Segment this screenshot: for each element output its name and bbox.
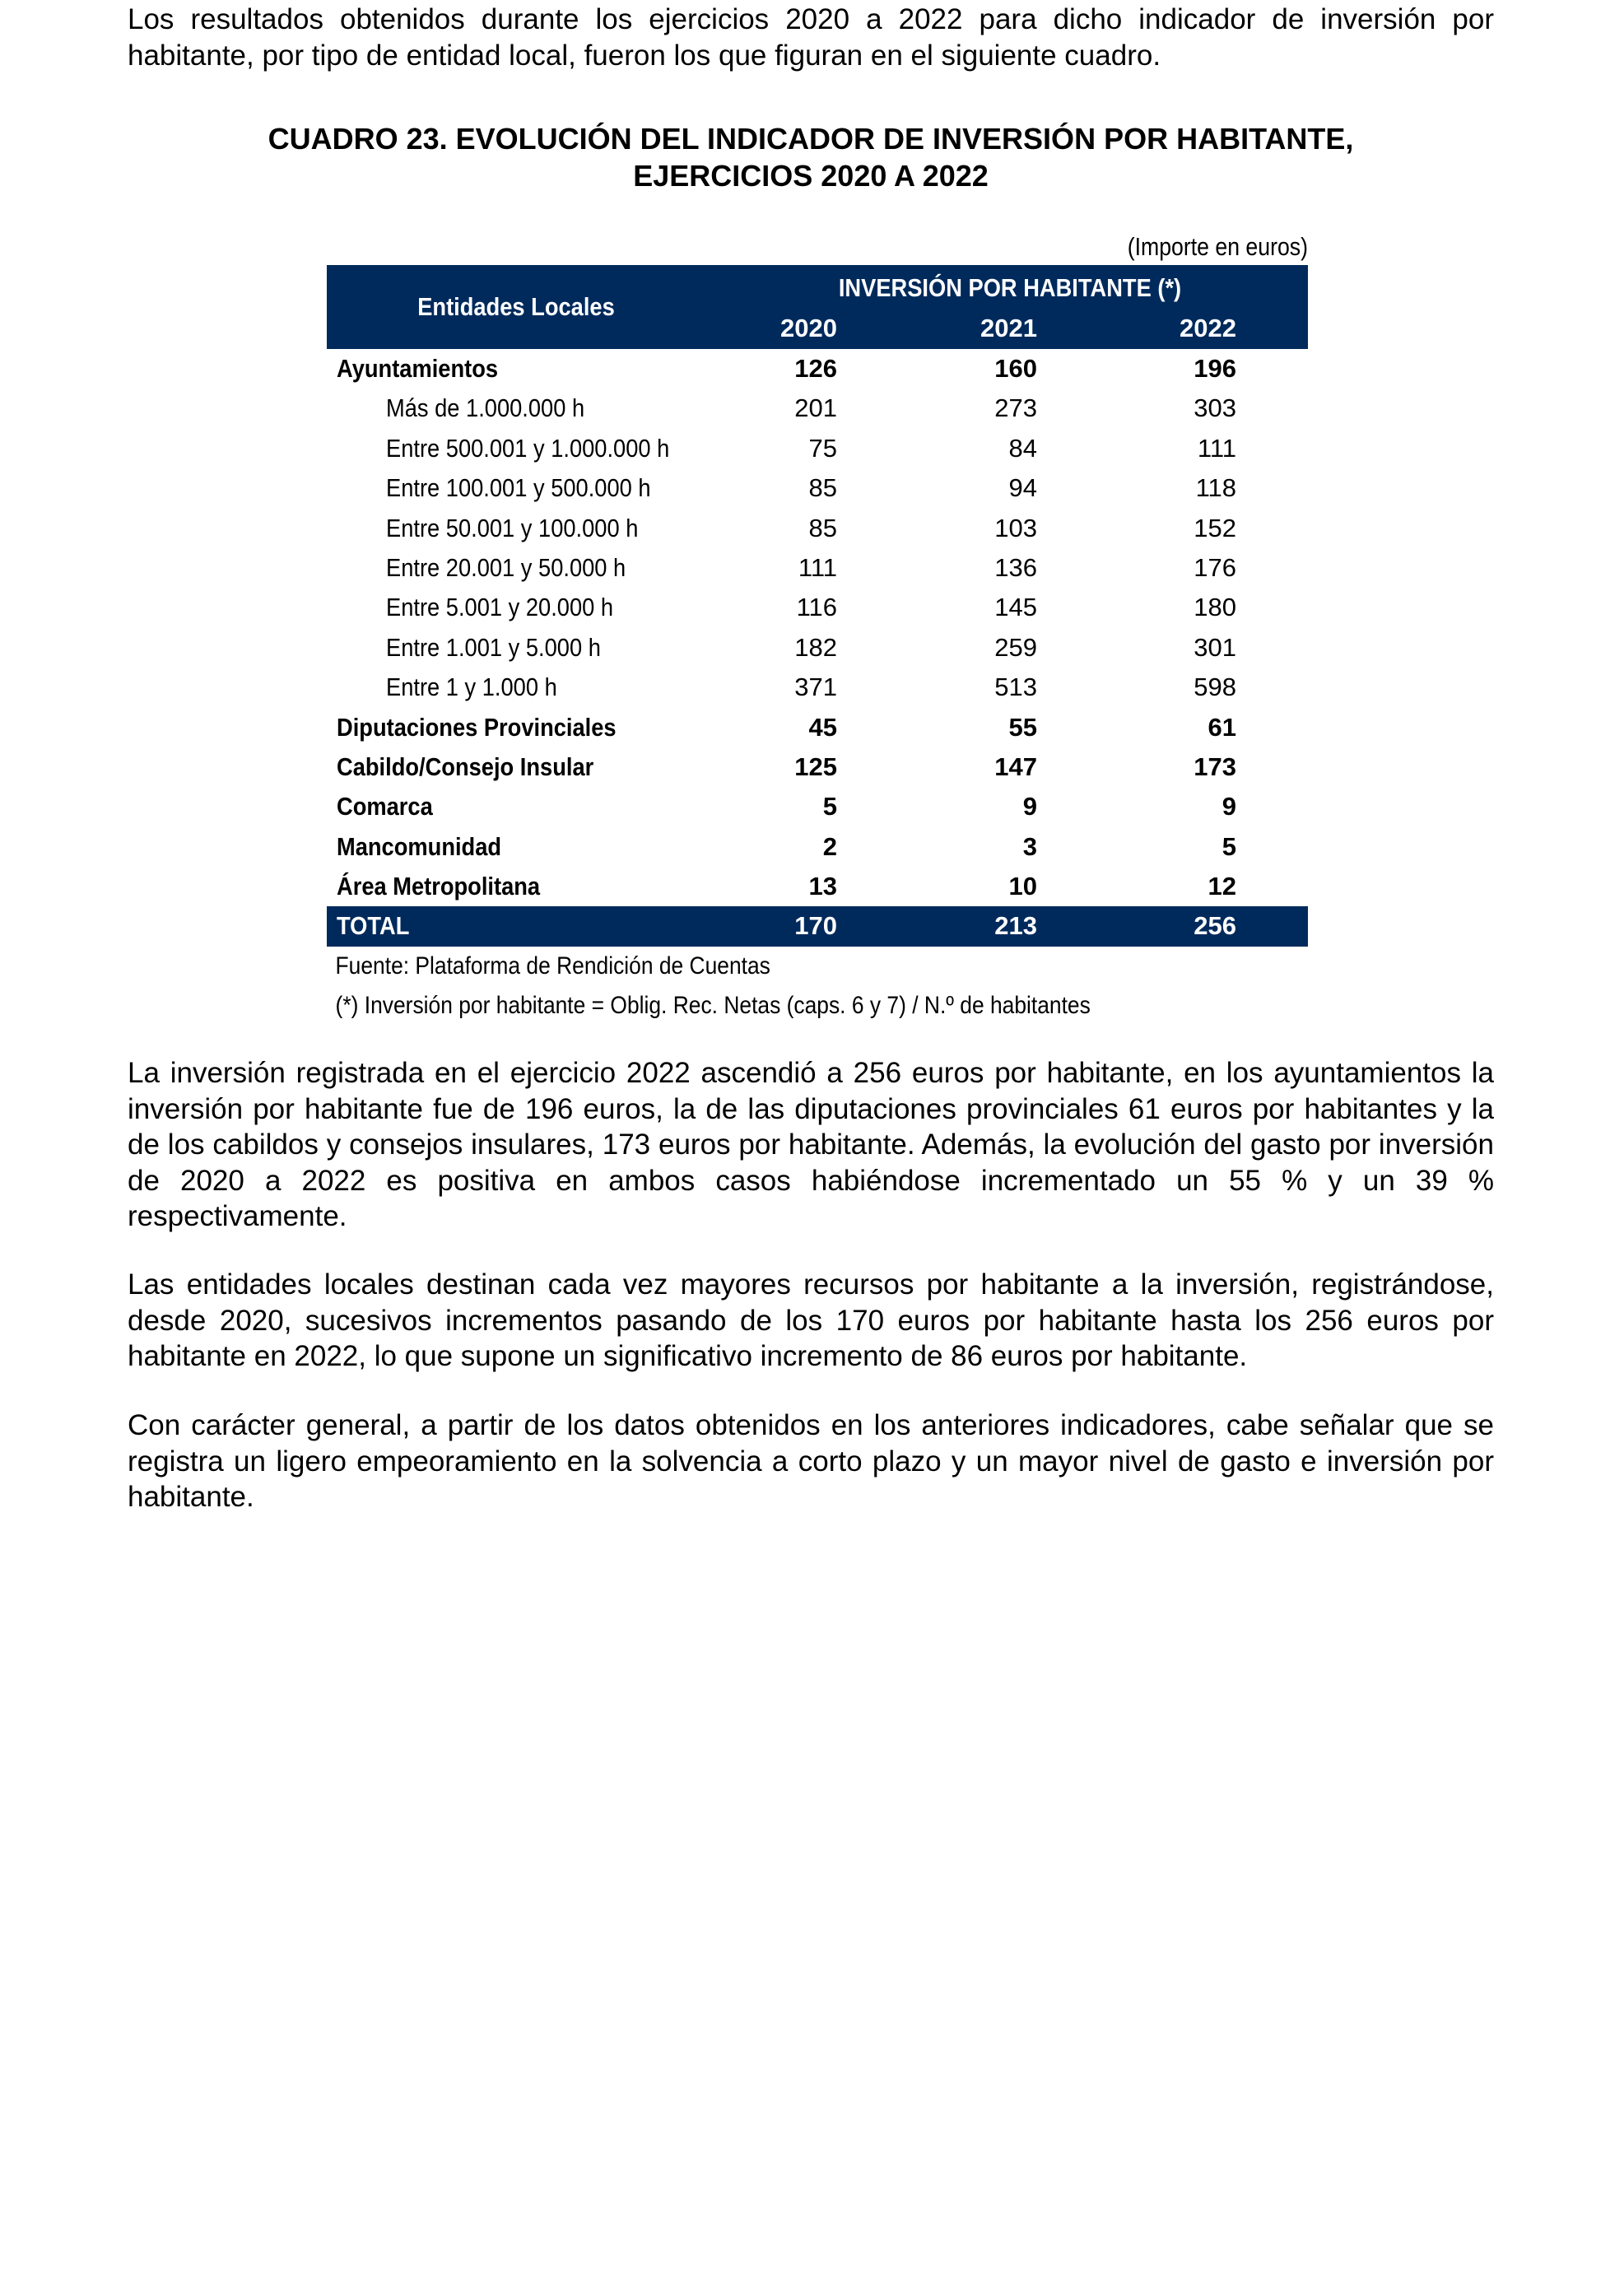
row-label: Entre 1 y 1.000 h bbox=[386, 672, 557, 702]
table-row-cabildo bbox=[327, 747, 1308, 787]
value-2022: 12 bbox=[1208, 872, 1236, 901]
value-2021: 136 bbox=[994, 552, 1037, 582]
row-label: Área Metropolitana bbox=[337, 872, 541, 901]
value-2021: 9 bbox=[1022, 792, 1037, 821]
row-label: Entre 1.001 y 5.000 h bbox=[386, 632, 601, 662]
value-2022: 111 bbox=[1197, 433, 1236, 463]
value-2021: 273 bbox=[994, 393, 1037, 423]
row-label: Mancomunidad bbox=[337, 831, 502, 861]
investment-table bbox=[327, 229, 1308, 1026]
value-2021: 213 bbox=[994, 911, 1037, 941]
value-2020: 170 bbox=[794, 911, 837, 941]
value-2021: 84 bbox=[1008, 433, 1037, 463]
table-header bbox=[327, 265, 1308, 349]
value-2020: 85 bbox=[808, 473, 837, 503]
value-2022: 152 bbox=[1194, 513, 1236, 542]
row-label: Entre 5.001 y 20.000 h bbox=[386, 593, 614, 622]
table-row-comarca bbox=[327, 787, 1308, 826]
value-2021: 147 bbox=[994, 752, 1037, 781]
value-2021: 55 bbox=[1008, 712, 1037, 742]
value-2020: 125 bbox=[794, 752, 837, 781]
header-year-2022: 2022 bbox=[1180, 314, 1236, 342]
table-row-diputaciones bbox=[327, 708, 1308, 747]
table-footnote: (*) Inversión por habitante = Oblig. Rec. Netas (caps. 6 y 7) / N.º de habitantes bbox=[335, 991, 1091, 1019]
row-label: Entre 100.001 y 500.000 h bbox=[386, 473, 651, 503]
table-title-line-1: CUADRO 23. EVOLUCIÓN DEL INDICADOR DE INVERSIÓN POR HABITANTE, bbox=[268, 122, 1354, 156]
value-2020: 371 bbox=[794, 672, 837, 702]
paragraph-evolution: Las entidades locales destinan cada vez mayores recursos por habitante a la inversión, registrándose, desde 2020, sucesivos incrementos pasando de los 170 euros por habitante hasta los 256 euros por habitante en 2022, lo que supone un significativo incremento de 86 euros por habitante. bbox=[128, 1268, 1494, 1372]
row-label: TOTAL bbox=[337, 911, 410, 941]
header-year-2021: 2021 bbox=[980, 314, 1037, 342]
value-2022: 176 bbox=[1194, 552, 1236, 582]
value-2022: 5 bbox=[1221, 831, 1236, 861]
value-2022: 173 bbox=[1194, 752, 1236, 781]
value-2020: 45 bbox=[808, 712, 837, 742]
value-2021: 145 bbox=[994, 593, 1037, 622]
table-row bbox=[327, 429, 1308, 468]
value-2022: 301 bbox=[1194, 632, 1236, 662]
value-2021: 94 bbox=[1008, 473, 1037, 503]
value-2020: 126 bbox=[794, 354, 837, 383]
value-2021: 103 bbox=[994, 513, 1037, 542]
header-investment-per-capita: INVERSIÓN POR HABITANTE (*) bbox=[838, 273, 1182, 302]
row-label: Cabildo/Consejo Insular bbox=[337, 752, 594, 781]
value-2022: 118 bbox=[1195, 473, 1236, 503]
table-row bbox=[327, 468, 1308, 508]
paragraph-investment-2022: La inversión registrada en el ejercicio 2022 ascendió a 256 euros por habitante, en los ayuntamientos la inversión por habitante fue de 196 euros, la de las diputaciones provinciales 61 euros por habitantes y la de los cabildos y consejos insulares, 173 euros por habitante. Además, la evolución del gasto por inversión de 2020 a 2022 es positiva en ambos casos habiéndose incrementado un 55 % y un 39 % respectivamente. bbox=[128, 1057, 1494, 1232]
value-2020: 201 bbox=[794, 393, 837, 423]
value-2022: 598 bbox=[1194, 672, 1236, 702]
row-label: Más de 1.000.000 h bbox=[386, 393, 585, 423]
table-row bbox=[327, 389, 1308, 428]
row-label: Entre 50.001 y 100.000 h bbox=[386, 513, 639, 542]
value-2020: 13 bbox=[808, 872, 837, 901]
value-2022: 303 bbox=[1194, 393, 1236, 423]
value-2020: 182 bbox=[794, 632, 837, 662]
value-2020: 111 bbox=[798, 552, 837, 582]
table-row-mancomunidad bbox=[327, 827, 1308, 867]
table-row bbox=[327, 509, 1308, 548]
header-year-2020: 2020 bbox=[780, 314, 837, 342]
value-2020: 2 bbox=[822, 831, 837, 861]
value-2021: 513 bbox=[994, 672, 1037, 702]
value-2021: 259 bbox=[994, 632, 1037, 662]
value-2020: 5 bbox=[822, 792, 837, 821]
value-2021: 160 bbox=[994, 354, 1037, 383]
row-label: Comarca bbox=[337, 792, 433, 821]
value-2022: 61 bbox=[1208, 712, 1236, 742]
value-2022: 9 bbox=[1221, 792, 1236, 821]
value-2022: 180 bbox=[1194, 593, 1236, 622]
table-units-note: (Importe en euros) bbox=[1127, 232, 1308, 261]
row-label: Entre 20.001 y 50.000 h bbox=[386, 552, 626, 582]
value-2020: 116 bbox=[796, 593, 837, 622]
value-2022: 256 bbox=[1194, 911, 1236, 941]
row-label: Ayuntamientos bbox=[337, 354, 499, 383]
table-row bbox=[327, 668, 1308, 707]
table-row-ayuntamientos bbox=[327, 349, 1308, 389]
value-2022: 196 bbox=[1194, 354, 1236, 383]
paragraph-conclusion: Con carácter general, a partir de los datos obtenidos en los anteriores indicadores, cabe señalar que se registra un ligero empeoramiento en la solvencia a corto plazo y un mayor nivel de gasto e inversión por habitante. bbox=[128, 1409, 1494, 1513]
table-row-total bbox=[327, 906, 1308, 946]
intro-paragraph: Los resultados obtenidos durante los ejercicios 2020 a 2022 para dicho indicador de inversión por habitante, por tipo de entidad local, fueron los que figuran en el siguiente cuadro. bbox=[128, 3, 1494, 72]
table-row bbox=[327, 588, 1308, 627]
table-row-area-metropolitana bbox=[327, 867, 1308, 906]
table-title bbox=[128, 120, 1494, 194]
table-title-line-2: EJERCICIOS 2020 A 2022 bbox=[633, 159, 989, 193]
table-row bbox=[327, 548, 1308, 588]
value-2021: 10 bbox=[1008, 872, 1037, 901]
value-2020: 85 bbox=[808, 513, 837, 542]
row-label: Entre 500.001 y 1.000.000 h bbox=[386, 433, 670, 463]
value-2020: 75 bbox=[808, 433, 837, 463]
value-2021: 3 bbox=[1022, 831, 1037, 861]
row-label: Diputaciones Provinciales bbox=[337, 712, 617, 742]
table-source: Fuente: Plataforma de Rendición de Cuentas bbox=[335, 952, 770, 980]
header-entities: Entidades Locales bbox=[417, 292, 615, 321]
table-row bbox=[327, 628, 1308, 668]
